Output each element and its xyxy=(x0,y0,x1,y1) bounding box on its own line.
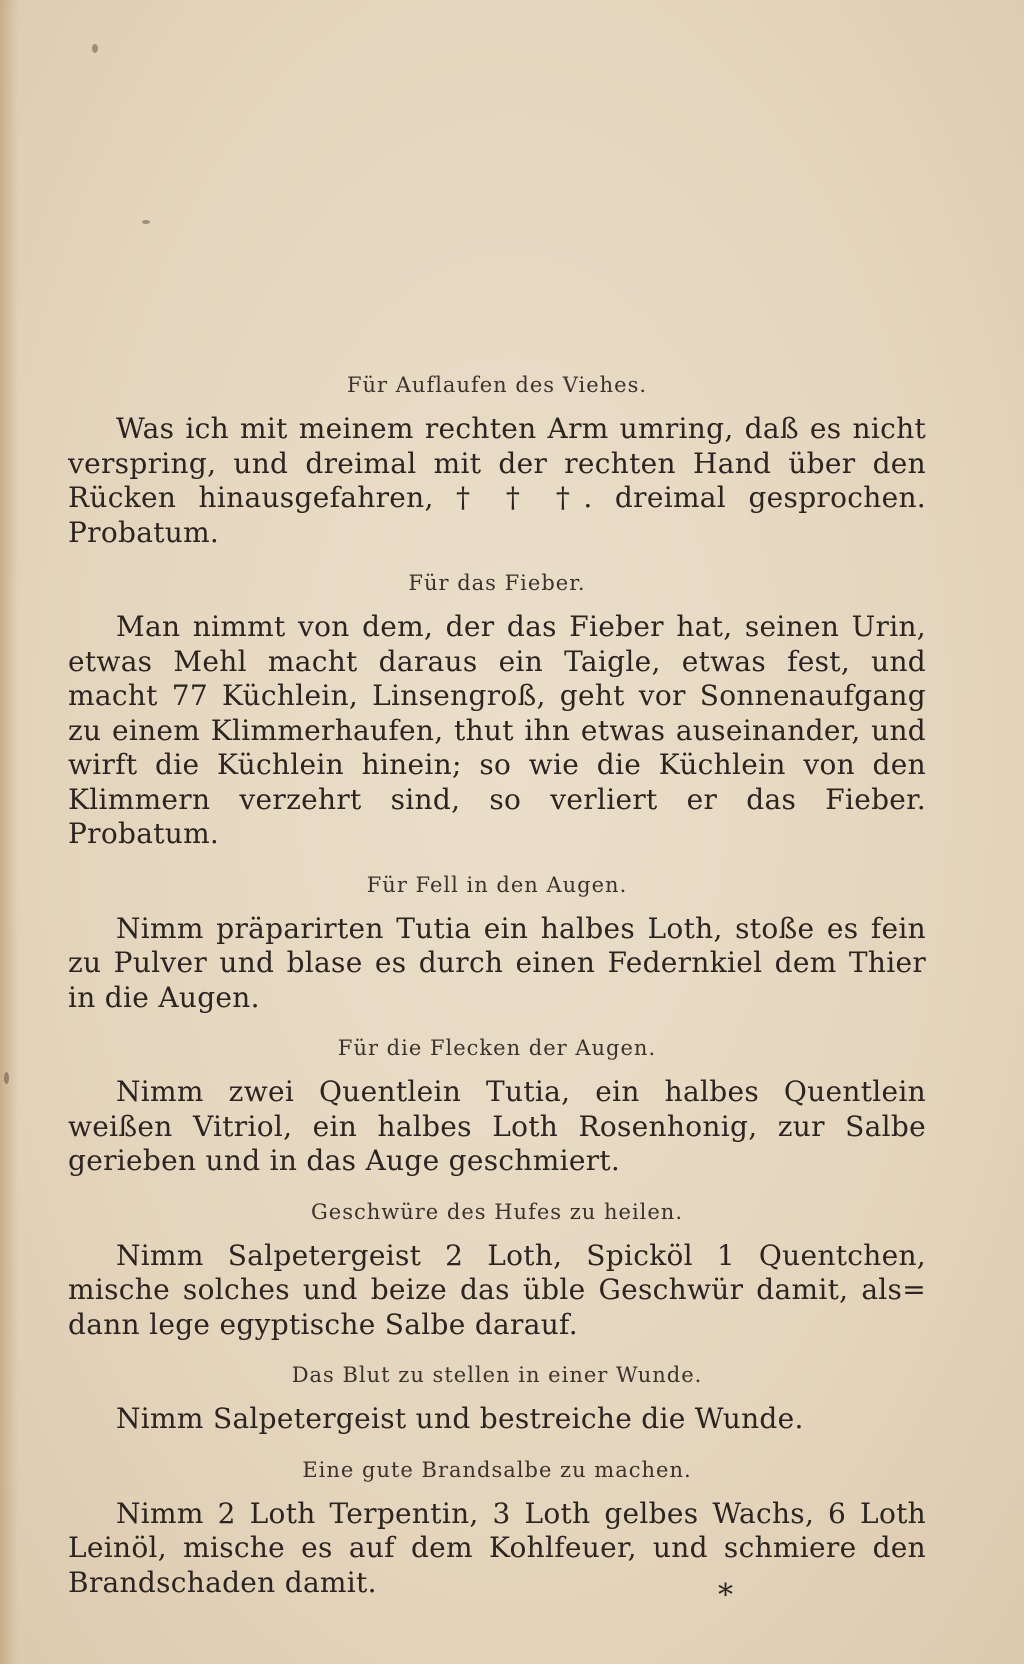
page-text xyxy=(68,368,926,1600)
ink-spot xyxy=(4,1072,9,1084)
section-body: Nimm Salpetergeist 2 Loth, Spicköl 1 Quentchen, mische solches und beize das üble Geschwür damit, als= dann lege egyptische Salbe darauf. xyxy=(68,1238,926,1341)
section-heading: Für die Flecken der Augen. xyxy=(337,1036,657,1060)
ink-spot xyxy=(142,220,150,224)
section-body: Man nimmt von dem, der das Fieber hat, seinen Urin, etwas Mehl macht daraus ein Taigle, etwas fest, und macht 77 Küchlein, Linsengroß, geht vor Sonnenaufgang zu einem Klimmerhaufen, thut ihn etwas auseinander, und wirft die Küchlein hinein; so wie die Küchlein von den Klimmern verzehrt sind, so verliert er das Fieber. Probatum. xyxy=(68,610,926,850)
section-body: Nimm 2 Loth Terpentin, 3 Loth gelbes Wachs, 6 Loth Leinöl, mische es auf dem Kohlfeuer, und schmiere den Brandschaden damit. xyxy=(68,1496,926,1599)
section-heading: Das Blut zu stellen in einer Wunde. xyxy=(291,1363,703,1387)
page-edge-shadow xyxy=(0,0,18,1664)
section-heading: Eine gute Brandsalbe zu machen. xyxy=(302,1457,692,1482)
section-heading: Für Auflaufen des Viehes. xyxy=(346,373,648,397)
ink-spot xyxy=(92,44,98,53)
section-heading: Für das Fieber. xyxy=(408,571,586,595)
section-body: Nimm zwei Quentlein Tutia, ein halbes Quentlein weißen Vitriol, ein halbes Loth Rosenhonig, zur Salbe gerieben und in das Auge geschmiert. xyxy=(68,1075,926,1177)
section-body: Nimm präparirten Tutia ein halbes Loth, stoße es fein zu Pulver und blase es durch einen Federnkiel dem Thier in die Augen. xyxy=(68,911,926,1014)
footer-asterisk: * xyxy=(718,1578,733,1613)
section-body: Was ich mit meinem rechten Arm umring, daß es nicht verspring, und dreimal mit der rechten Hand über den Rücken hinausgefahren, † † †. dreimal gesprochen. Probatum. xyxy=(68,412,926,549)
section-heading: Geschwüre des Hufes zu heilen. xyxy=(311,1199,683,1224)
section-heading: Für Fell in den Augen. xyxy=(366,872,628,897)
section-body: Nimm Salpetergeist und bestreiche die Wunde. xyxy=(116,1402,804,1435)
